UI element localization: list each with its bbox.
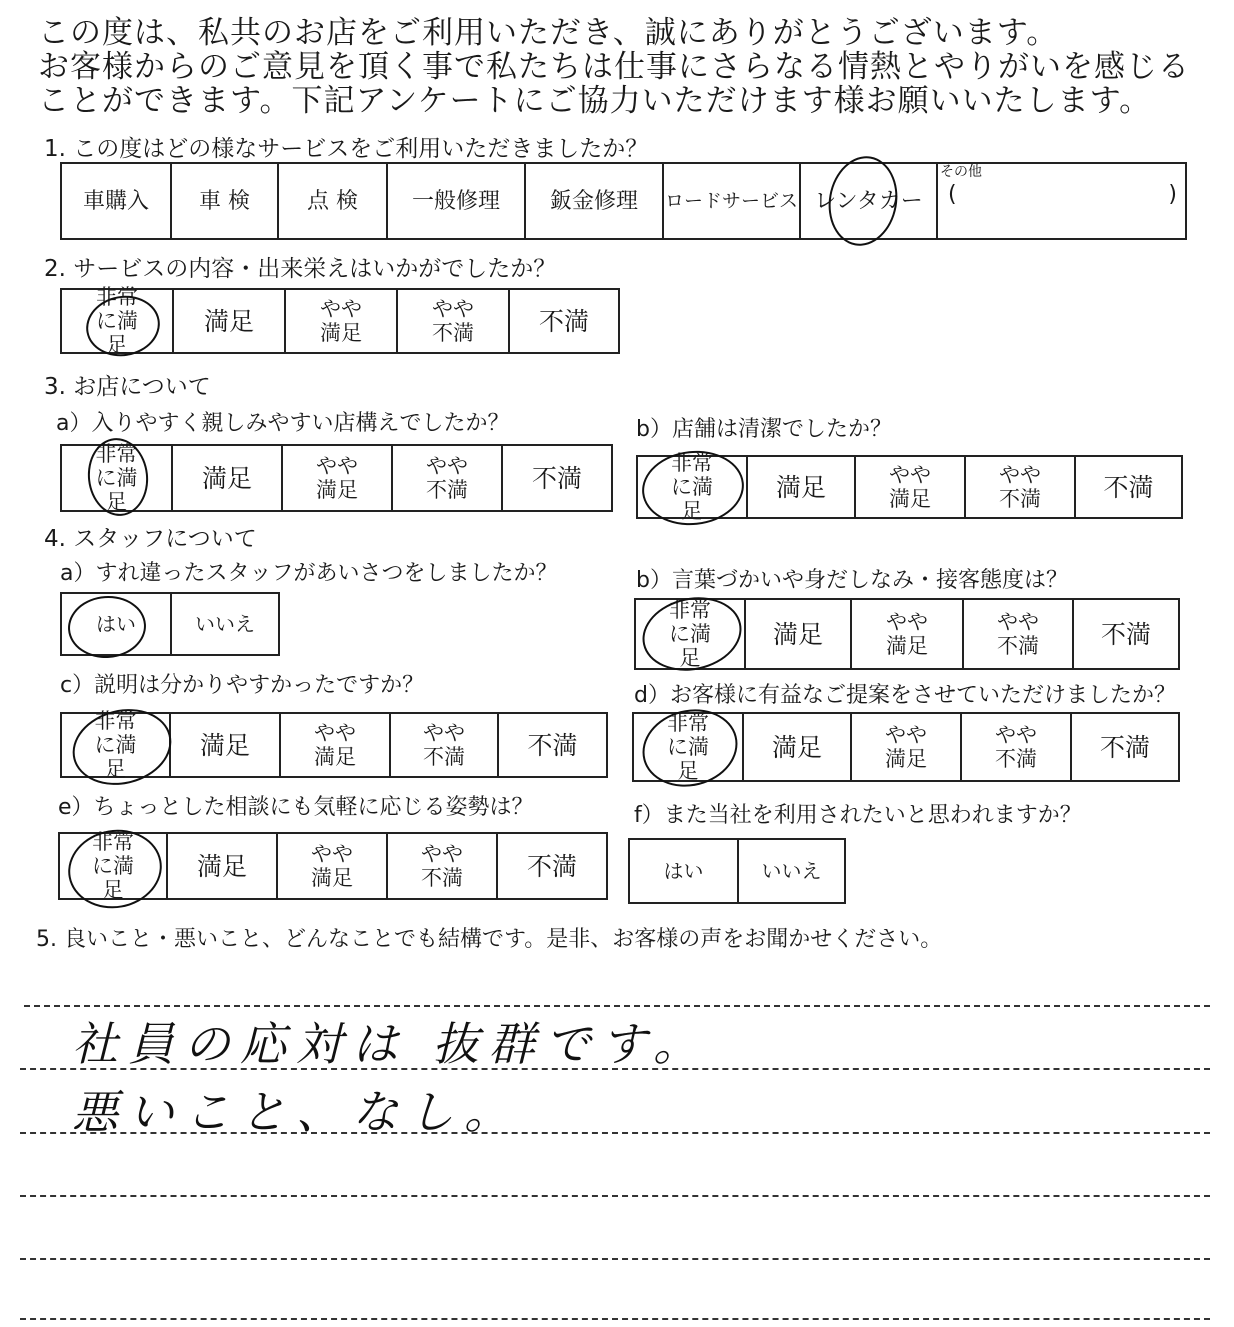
q4d-option-dissatisfied[interactable]: 不満 — [1099, 732, 1150, 762]
q4b-option-somewhat-dissatisfied[interactable] — [964, 600, 1074, 668]
q1-other-open-paren: ( — [948, 182, 957, 207]
q4b-somewhat-satisfied-label: やや満足 — [886, 610, 928, 658]
q4c-label: c）説明は分かりやすかったですか？ — [60, 673, 425, 698]
q2-options — [60, 285, 620, 357]
q4e-options — [58, 832, 608, 900]
q2-title: 2. サービスの内容・出来栄えはいかがでしたか？ — [44, 256, 557, 282]
intro-text — [38, 16, 1228, 118]
q2-somewhat-satisfied-label: やや満足 — [320, 297, 362, 345]
q3a-option-satisfied[interactable]: 満足 — [173, 446, 283, 510]
q3a-somewhat-dissatisfied-label: やや不満 — [426, 454, 468, 502]
q3a-option-very-satisfied[interactable] — [62, 442, 173, 514]
q4c-option-satisfied[interactable]: 満足 — [171, 714, 281, 776]
q3b-somewhat-dissatisfied-label: やや不満 — [999, 463, 1041, 511]
q3b-very-satisfied-label: 非常に満足 — [671, 451, 713, 523]
q4a-option-no[interactable]: いいえ — [195, 611, 255, 636]
q2-option-dissatisfied[interactable]: 不満 — [538, 306, 589, 336]
q4e-option-satisfied[interactable]: 満足 — [168, 834, 278, 898]
q1-option-car-purchase[interactable]: 車購入 — [62, 164, 172, 238]
q4c-options — [60, 709, 608, 781]
q2-option-satisfied[interactable]: 満足 — [174, 290, 286, 352]
q1-other-label: その他 — [940, 164, 982, 180]
q3a-option-somewhat-satisfied[interactable] — [283, 446, 393, 510]
q3b-somewhat-satisfied-label: やや満足 — [889, 463, 931, 511]
q4b-options — [634, 598, 1180, 670]
q4b-option-very-satisfied[interactable] — [636, 600, 746, 668]
q3-title: 3. お店について — [44, 374, 211, 400]
q4b-label: b）言葉づかいや身だしなみ・接客態度は？ — [636, 568, 1068, 593]
q4f-options — [628, 838, 846, 904]
q1-option-bodywork[interactable]: 鈑金修理 — [526, 164, 664, 238]
q4b-option-satisfied[interactable]: 満足 — [746, 600, 852, 668]
q1-option-road-service[interactable]: ロードサービス — [664, 164, 801, 238]
q4e-very-satisfied-label: 非常に満足 — [92, 830, 134, 902]
q3b-label: b）店舗は清潔でしたか？ — [636, 417, 892, 442]
q4e-option-somewhat-satisfied[interactable] — [278, 834, 388, 898]
q1-option-rental-car[interactable] — [801, 164, 938, 238]
q2-very-satisfied-label: 非常に満足 — [96, 285, 138, 357]
q4e-option-very-satisfied[interactable] — [60, 830, 168, 902]
q4a-options — [60, 592, 280, 656]
q4a-yes-label: はい — [96, 611, 136, 636]
q4e-somewhat-satisfied-label: やや満足 — [311, 842, 353, 890]
handwritten-answer-2: 悪いこと、なし。 — [72, 1085, 520, 1139]
q4b-somewhat-dissatisfied-label: やや不満 — [997, 610, 1039, 658]
q1-option-inspection[interactable]: 点 検 — [279, 164, 388, 238]
q1-option-other[interactable] — [938, 164, 1185, 238]
q3a-option-dissatisfied[interactable]: 不満 — [531, 463, 582, 493]
q5-title: 5. 良いこと・悪いこと、どんなことでも結構です。是非、お客様の声をお聞かせください。 — [36, 927, 943, 952]
q1-other-close-paren: ) — [1168, 182, 1177, 207]
q4c-very-satisfied-label: 非常に満足 — [94, 709, 137, 781]
q1-option-general-repair[interactable]: 一般修理 — [388, 164, 526, 238]
handwritten-answer-1: 社員の応対は 抜群です。 — [72, 1017, 709, 1071]
q4e-option-dissatisfied[interactable]: 不満 — [526, 851, 577, 881]
q4e-label: e）ちょっとした相談にも気軽に応じる姿勢は？ — [58, 795, 534, 820]
q4f-label: f）また当社を利用されたいと思われますか？ — [634, 803, 1082, 828]
q2-somewhat-dissatisfied-label: やや不満 — [432, 297, 474, 345]
q4a-label: a）すれ違ったスタッフがあいさつをしましたか？ — [60, 561, 558, 586]
q4d-label: d）お客様に有益なご提案をさせていただけましたか？ — [634, 683, 1176, 708]
answer-line-1 — [24, 1005, 1210, 1007]
q4d-option-satisfied[interactable]: 満足 — [744, 714, 852, 780]
q4d-option-very-satisfied[interactable] — [634, 711, 744, 783]
q4e-somewhat-dissatisfied-label: やや不満 — [421, 842, 463, 890]
q4-title: 4. スタッフについて — [44, 526, 257, 552]
q4d-option-somewhat-dissatisfied[interactable] — [962, 714, 1072, 780]
q3b-option-dissatisfied[interactable]: 不満 — [1103, 472, 1154, 502]
q4c-option-somewhat-satisfied[interactable] — [281, 714, 391, 776]
q4b-option-dissatisfied[interactable]: 不満 — [1100, 619, 1151, 649]
q4c-somewhat-dissatisfied-label: やや不満 — [423, 721, 465, 769]
q1-option-shaken[interactable]: 車 検 — [172, 164, 279, 238]
q2-option-very-satisfied[interactable] — [62, 285, 174, 357]
answer-line-6 — [20, 1318, 1210, 1320]
answer-line-5 — [20, 1258, 1210, 1260]
q1-options — [60, 162, 1187, 240]
q3b-options — [636, 451, 1183, 523]
q4c-option-somewhat-dissatisfied[interactable] — [391, 714, 499, 776]
q3a-options — [60, 444, 613, 512]
q3a-label: a）入りやすく親しみやすい店構えでしたか？ — [56, 411, 510, 436]
q4b-very-satisfied-label: 非常に満足 — [669, 598, 711, 670]
q4d-very-satisfied-label: 非常に満足 — [667, 711, 709, 783]
q3a-option-somewhat-dissatisfied[interactable] — [393, 446, 503, 510]
q3b-option-very-satisfied[interactable] — [638, 451, 748, 523]
q3b-option-somewhat-satisfied[interactable] — [856, 457, 966, 517]
q4e-option-somewhat-dissatisfied[interactable] — [388, 834, 498, 898]
q4d-somewhat-dissatisfied-label: やや不満 — [995, 723, 1037, 771]
q4c-option-dissatisfied[interactable]: 不満 — [527, 730, 578, 760]
q1-option-rental-car-label: レンタカー — [814, 188, 923, 214]
q4d-option-somewhat-satisfied[interactable] — [852, 714, 962, 780]
q4f-option-yes[interactable]: はい — [630, 840, 739, 902]
q1-title: 1. この度はどの様なサービスをご利用いただきましたか？ — [44, 136, 649, 162]
intro-line-2: お客様からのご意見を頂く事で私たちは仕事にさらなる情熱とやりがいを感じる — [38, 49, 1190, 85]
intro-line-1: この度は、私共のお店をご利用いただき、誠にありがとうございます。 — [38, 15, 1059, 51]
q3b-option-somewhat-dissatisfied[interactable] — [966, 457, 1076, 517]
intro-line-3: ことができます。下記アンケートにご協力いただけます様お願いいたします。 — [38, 83, 1152, 119]
q4c-somewhat-satisfied-label: やや満足 — [314, 721, 356, 769]
q4c-option-very-satisfied[interactable] — [62, 709, 171, 781]
q4d-somewhat-satisfied-label: やや満足 — [885, 723, 927, 771]
answer-line-4 — [20, 1195, 1210, 1197]
q3a-somewhat-satisfied-label: やや満足 — [316, 454, 358, 502]
q4b-option-somewhat-satisfied[interactable] — [852, 600, 964, 668]
q2-option-somewhat-dissatisfied[interactable] — [398, 290, 510, 352]
q3b-option-satisfied[interactable]: 満足 — [748, 457, 856, 517]
q4d-options — [632, 712, 1180, 782]
q4f-option-no[interactable]: いいえ — [761, 858, 822, 883]
q1-other-field[interactable] — [940, 182, 1185, 207]
q4a-option-yes[interactable] — [62, 594, 172, 654]
q2-option-somewhat-satisfied[interactable] — [286, 290, 398, 352]
q3a-very-satisfied-label: 非常に満足 — [95, 442, 138, 514]
